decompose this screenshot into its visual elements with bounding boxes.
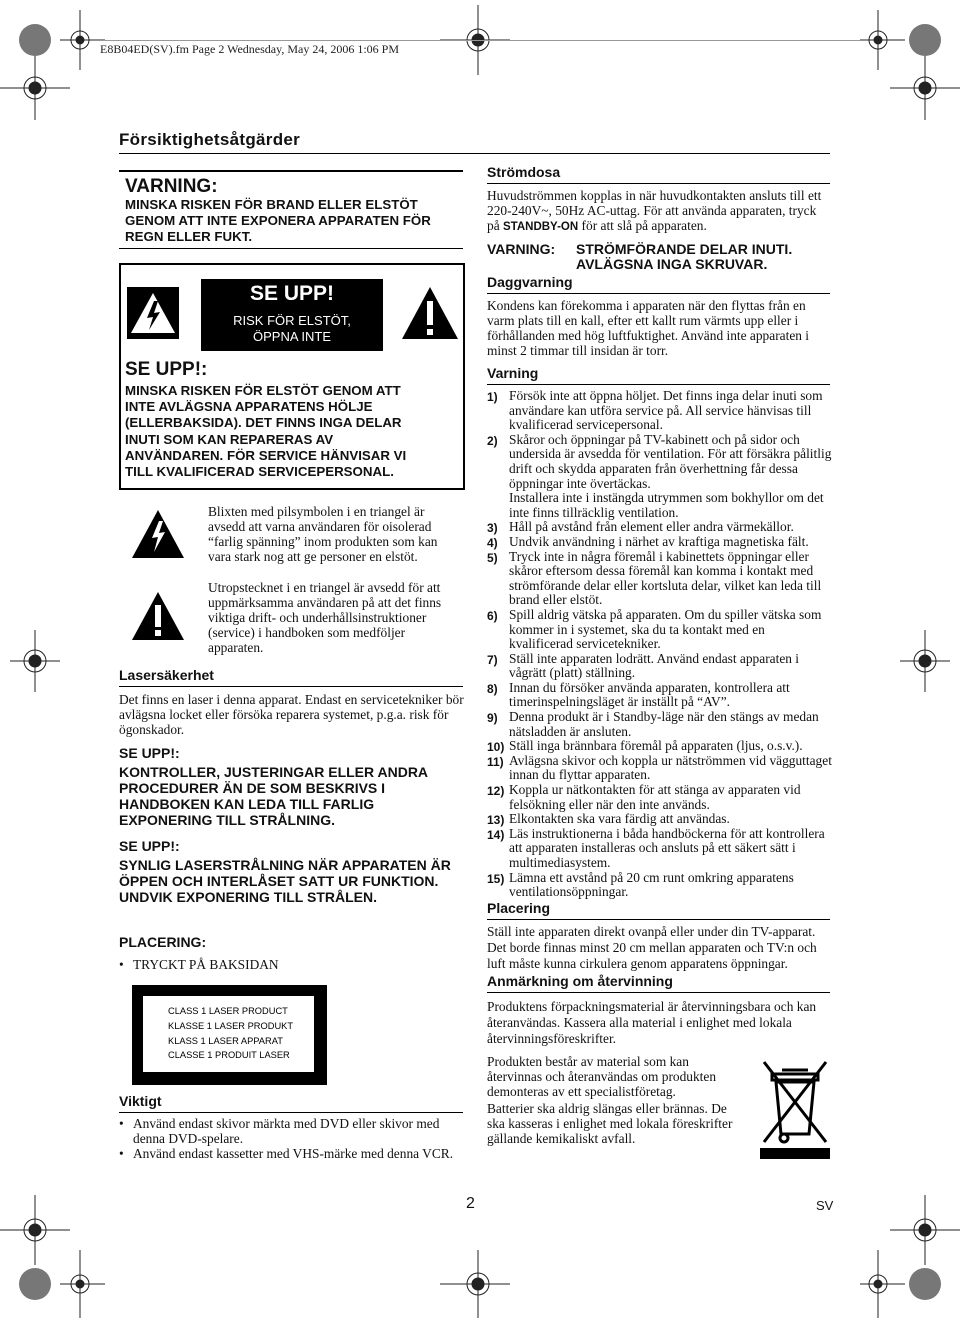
placement-text: Ställ inte apparaten direkt ovanpå eller under din TV-apparat. Det borde finnas minst 20 cm mellan apparaten och TV:n och luft måste kunna cirkulera genom apparatens öppningar. [487, 924, 817, 971]
caution-line: MINSKA RISKEN FÖR ELSTÖT GENOM ATT [125, 383, 401, 398]
caution-item [487, 535, 832, 550]
item-text: Denna produkt är i Standby-läge när den stängs av medan nätsladden är ansluten. [509, 709, 819, 739]
caution-line: INTE AVLÄGSNA APPARATENS HÖLJE [125, 399, 373, 415]
power-text-before: Huvudströmmen kopplas in när huvudkontakten ansluts till ett 220-240V~, 50Hz AC-uttag. För att använda apparaten, tryck på [487, 188, 822, 233]
caution-title: SE UPP!: [125, 359, 208, 380]
item-number: 3) [487, 521, 498, 536]
item-text: Håll på avstånd från element eller andra värmekällor. [509, 519, 794, 535]
risk-label-line2: ÖPPNA INTE [252, 329, 332, 344]
important-rule [119, 1112, 463, 1113]
item-text-continued: Installera inte i instängda utrymmen som bokhyllor om det inte finns tillräcklig ventilation. [509, 490, 824, 520]
power-warning-line2: AVLÄGSNA INGA SKRUVAR. [576, 256, 768, 272]
item-number: 11) [487, 754, 504, 769]
item-number: 6) [487, 608, 498, 623]
item-number: 12) [487, 784, 505, 799]
risk-label-line1: RISK FÖR ELSTÖT, [233, 313, 351, 328]
page-number: 2 [466, 1195, 475, 1212]
item-number: 9) [487, 711, 498, 726]
item-number: 8) [487, 681, 498, 696]
caution-item [487, 827, 832, 871]
laser-label [132, 985, 327, 1085]
item-text: Koppla ur nätkontakten för att stänga av apparaten vid felsökning eller när den inte används. [509, 782, 801, 812]
item-text: Försök inte att öppna höljet. Det finns inga delar inuti som användare kan utföra service på. All service hänvisas till kvalificerad servicepersonal. [509, 388, 823, 433]
laser-placement-title: PLACERING: [119, 934, 207, 950]
item-text: Tryck inte in några föremål i kabinettets öppningar eller skåror eftersom dessa föremål kan komma i kontakt med strömförande delar eller kortsluta delar, vilket kan leda till brand eller elstöt. [509, 548, 822, 608]
item-number: 14) [487, 827, 505, 842]
title-rule [119, 153, 830, 154]
item-text: Ställ inga brännbara föremål på apparaten (ljus, o.s.v.). [509, 738, 803, 754]
caution-item [487, 389, 832, 433]
item-text: Ställ inte apparaten lodrätt. Använd endast apparaten i vågrätt (platt) ställning. [509, 650, 800, 681]
power-heading: Strömdosa [487, 164, 561, 180]
placement-heading: Placering [487, 900, 551, 916]
recycling-rule [487, 992, 830, 993]
exclamation-symbol-icon [130, 590, 186, 642]
important-list [119, 1116, 465, 1161]
item-text: Spill aldrig vätska på apparaten. Om du spiller vätska som kommer in i systemet, ska du ta kontakt med en kvalificerad servicetekniker. [509, 606, 822, 652]
lightning-symbol-icon [130, 508, 186, 560]
caution-line: TILL KVALIFICERAD SERVICEPERSONAL. [125, 464, 394, 480]
laser-heading: Lasersäkerhet [119, 667, 214, 683]
power-text-after: för att slå på apparaten. [578, 218, 707, 233]
caution-list-heading: Varning [487, 365, 539, 381]
important-item: • Använd endast skivor märkta med DVD eller skivor med denna DVD-spelare. [119, 1116, 465, 1146]
placement-rule [487, 919, 830, 920]
recycling-text3: Batterier ska aldrig slängas eller brännas. De ska kasseras i enlighet med lokala föreskrifter gällande kemikaliskt avfall. [487, 1101, 733, 1146]
laser-caution1-title: SE UPP!: [119, 745, 180, 761]
item-text: Undvik användning i närhet av kraftiga magnetiska fält. [509, 533, 809, 549]
condensation-text: Kondens kan förekomma i apparaten när den flyttas från en varm plats till en kall, efter ett kallt rum värmts upp eller i förhållanden med hög luftfuktighet. Använd inte apparaten i minst 2 timmar till insidan är torr. [487, 298, 810, 358]
warning-text: MINSKA RISKEN FÖR BRAND ELLER ELSTÖT GENOM ATT INTE EXPONERA APPARATEN FÖR REGN ELLER FUKT. [125, 197, 431, 244]
caution-item [487, 710, 832, 739]
caution-item [487, 608, 832, 652]
laser-label-line: CLASSE 1 PRODUIT LASER [168, 1050, 290, 1061]
item-text: Läs instruktionerna i båda handböckerna för att kontrollera att apparaten installeras och ansluts på ett säkert sätt i multimediasystem. [509, 825, 825, 870]
laser-label-line: CLASS 1 LASER PRODUCT [168, 1006, 288, 1016]
item-text: Lämna ett avstånd på 20 cm runt omkring apparatens ventilationsöppningar. [509, 869, 794, 900]
caution-list-rule [487, 384, 830, 385]
caution-item [487, 652, 832, 681]
power-text [487, 188, 832, 235]
laser-label-line: KLASS 1 LASER APPARAT [168, 1035, 283, 1046]
warning-title: VARNING: [125, 176, 218, 197]
condensation-heading: Daggvarning [487, 274, 573, 290]
warning-rule [119, 170, 463, 172]
caution-line: INUTI SOM KAN REPARERAS AV [125, 431, 334, 447]
item-text: Avlägsna skivor och koppla ur nätströmmen vid vägguttaget innan du flyttar apparaten. [509, 752, 832, 783]
recycling-text2: Produkten består av material som kan återvinnas och återanvändas om produkten demonteras av ett specialistföretag. [487, 1054, 717, 1099]
caution-line: (ELLERBAKSIDA). DET FINNS INGA DELAR [125, 415, 402, 431]
caution-item [487, 433, 832, 521]
power-warning-line1: STRÖMFÖRANDE DELAR INUTI. [576, 241, 793, 257]
item-number: 15) [487, 871, 505, 886]
laser-rule [119, 686, 463, 687]
laser-caution1-text: KONTROLLER, JUSTERINGAR ELLER ANDRA PROCEDURER ÄN DE SOM BESKRIVS I HANDBOKEN KAN LEDA TILL FARLIG EXPONERING TILL STRÅLNING. [119, 764, 428, 828]
recycling-heading: Anmärkning om återvinning [487, 973, 673, 989]
caution-item [487, 871, 832, 900]
lightning-explanation: Blixten med pilsymbolen i en triangel är avsedd att varna användaren för oisolerad “farlig spänning” inom produkten som kan vara stark nog att ge personer en elstöt. [208, 504, 438, 564]
header-rule [100, 40, 860, 41]
laser-intro: Det finns en laser i denna apparat. Endast en servicetekniker bör avlägsna locket eller försöka reparera systemet, p.g.a. risk för ögonskador. [119, 692, 464, 737]
recycling-text1: Produktens förpackningsmaterial är återvinningsbara och kan återanvändas. Kassera alla material i enlighet med lokala återvinningsföreskrifter. [487, 999, 817, 1046]
caution-text [125, 383, 461, 480]
power-rule [487, 183, 830, 184]
risk-label-title: SE UPP! [249, 282, 335, 305]
caution-item [487, 739, 832, 754]
item-text: Elkontakten ska vara färdig att användas. [509, 811, 730, 827]
important-item: • Använd endast kassetter med VHS-märke med denna VCR. [119, 1146, 465, 1161]
item-number: 1) [487, 390, 498, 404]
important-heading: Viktigt [119, 1093, 162, 1109]
page-title: Försiktighetsåtgärder [119, 130, 301, 149]
caution-item [487, 812, 832, 827]
caution-item [487, 754, 832, 783]
page-header: E8B04ED(SV).fm Page 2 Wednesday, May 24, 2006 1:06 PM [100, 42, 400, 56]
laser-label-line: KLASSE 1 LASER PRODUKT [168, 1020, 294, 1031]
caution-list [487, 389, 832, 900]
item-number: 13) [487, 813, 505, 828]
condensation-rule [487, 293, 830, 294]
lightning-triangle-icon [127, 287, 179, 339]
warning-bottom-rule [119, 248, 463, 249]
item-number: 2) [487, 433, 498, 448]
laser-caution2-text: SYNLIG LASERSTRÅLNING NÄR APPARATEN ÄR ÖPPEN OCH INTERLÅSET SATT UR FUNKTION. UNDVIK EXPONERING TILL STRÅLEN. [119, 857, 451, 905]
caution-line: ANVÄNDAREN. FÖR SERVICE HÄNVISAR VI [125, 447, 407, 463]
item-number: 10) [487, 740, 505, 755]
laser-label-text [168, 1004, 293, 1063]
caution-box [119, 263, 465, 490]
exclamation-triangle-icon [400, 285, 460, 341]
exclamation-explanation: Utropstecknet i en triangel är avsedd för att uppmärksamma användaren på att det finns viktiga drift- och underhållsinstruktioner (service) i handboken som medföljer apparaten. [208, 580, 442, 655]
language-code: SV [816, 1198, 834, 1213]
item-number: 7) [487, 652, 498, 667]
crossed-bin-icon [758, 1052, 832, 1160]
laser-caution2-title: SE UPP!: [119, 838, 180, 854]
standby-button-name: STANDBY-ON [503, 221, 579, 233]
laser-placement-item: • TRYCKT PÅ BAKSIDAN [119, 957, 433, 972]
caution-item [487, 550, 832, 608]
item-text: Innan du försöker använda apparaten, kontrollera att timerinspelningsläget är inställt på “AV”. [509, 679, 790, 710]
item-text: Skåror och öppningar på TV-kabinett och på sidor och undersida är avsedda för ventilation. För att försäkra pålitlig drift och skydda apparaten från överhettning får dessa öppningar inte övertäckas. [509, 431, 832, 491]
item-number: 5) [487, 550, 498, 565]
caution-item [487, 681, 832, 710]
power-warning-label: VARNING: [487, 241, 556, 257]
item-number: 4) [487, 535, 498, 550]
warning-box [119, 170, 463, 250]
caution-item [487, 783, 832, 812]
risk-label [201, 279, 383, 351]
caution-item [487, 520, 832, 535]
